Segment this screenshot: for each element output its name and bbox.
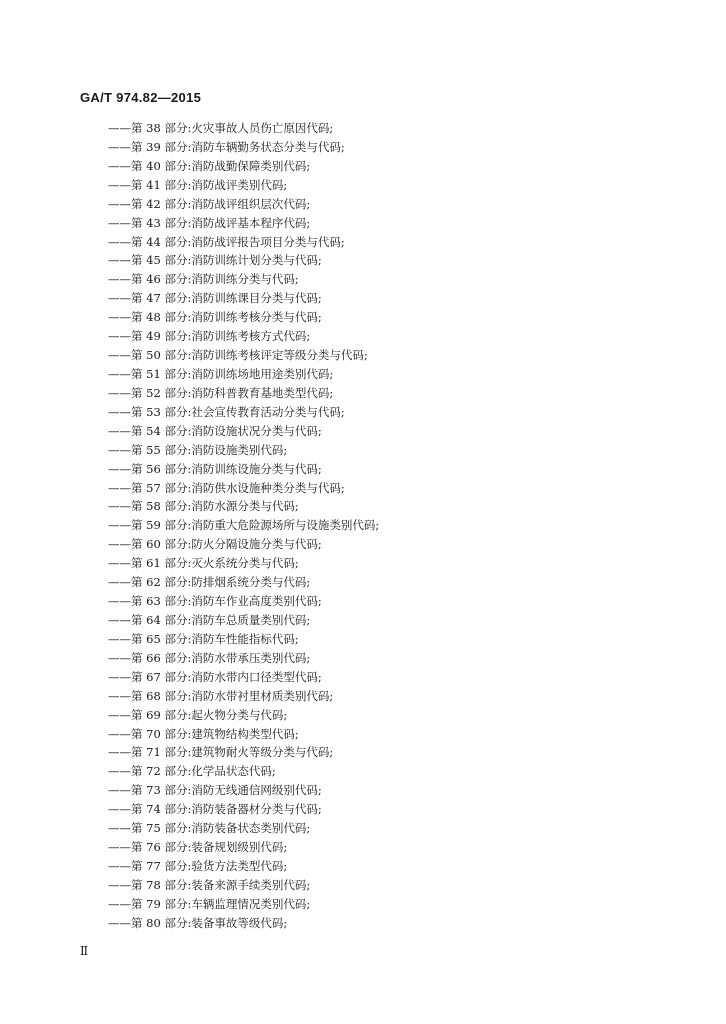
- part-list-item: ——第 58 部分:消防水源分类与代码;: [108, 499, 299, 514]
- part-list-item: ——第 55 部分:消防设施类别代码;: [108, 442, 288, 457]
- part-list-item: ——第 74 部分:消防装备器材分类与代码;: [108, 802, 322, 817]
- part-list-item: ——第 65 部分:消防车性能指标代码;: [108, 631, 299, 646]
- part-list-item: ——第 63 部分:消防车作业高度类别代码;: [108, 594, 322, 609]
- part-list-item: ——第 40 部分:消防战勤保障类别代码;: [108, 158, 311, 173]
- part-list-item: ——第 77 部分:验货方法类型代码;: [108, 858, 288, 873]
- part-list-item: ——第 52 部分:消防科普教育基地类型代码;: [108, 385, 334, 400]
- part-list-item: ——第 67 部分:消防水带内口径类型代码;: [108, 669, 322, 684]
- part-list-item: ——第 60 部分:防火分隔设施分类与代码;: [108, 537, 322, 552]
- part-list-item: ——第 61 部分:灭火系统分类与代码;: [108, 556, 299, 571]
- part-list-item: ——第 41 部分:消防战评类别代码;: [108, 177, 288, 192]
- part-list-item: ——第 64 部分:消防车总质量类别代码;: [108, 612, 311, 627]
- part-list-item: ——第 70 部分:建筑物结构类型代码;: [108, 726, 299, 741]
- part-list-item: ——第 68 部分:消防水带衬里材质类别代码;: [108, 688, 334, 703]
- part-list-item: ——第 79 部分:车辆监理情况类别代码;: [108, 896, 311, 911]
- part-list-item: ——第 72 部分:化学品状态代码;: [108, 764, 276, 779]
- page-number: Ⅱ: [80, 944, 89, 958]
- part-list-item: ——第 71 部分:建筑物耐火等级分类与代码;: [108, 745, 334, 760]
- part-list-item: ——第 54 部分:消防设施状况分类与代码;: [108, 423, 322, 438]
- part-list-item: ——第 39 部分:消防车辆勤务状态分类与代码;: [108, 139, 345, 154]
- part-list-item: ——第 56 部分:消防训练设施分类与代码;: [108, 461, 322, 476]
- part-list-item: ——第 73 部分:消防无线通信网级别代码;: [108, 783, 322, 798]
- part-list-item: ——第 62 部分:防排烟系统分类与代码;: [108, 575, 311, 590]
- part-list-item: ——第 45 部分:消防训练计划分类与代码;: [108, 253, 322, 268]
- parts-list: [108, 119, 379, 933]
- part-list-item: ——第 66 部分:消防水带承压类别代码;: [108, 650, 311, 665]
- part-list-item: ——第 46 部分:消防训练分类与代码;: [108, 272, 299, 287]
- part-list-item: ——第 78 部分:装备来源手续类别代码;: [108, 877, 311, 892]
- part-list-item: ——第 51 部分:消防训练场地用途类别代码;: [108, 366, 334, 381]
- part-list-item: ——第 50 部分:消防训练考核评定等级分类与代码;: [108, 348, 368, 363]
- part-list-item: ——第 80 部分:装备事故等级代码;: [108, 915, 288, 930]
- part-list-item: ——第 43 部分:消防战评基本程序代码;: [108, 215, 311, 230]
- part-list-item: ——第 47 部分:消防训练课目分类与代码;: [108, 291, 322, 306]
- part-list-item: ——第 69 部分:起火物分类与代码;: [108, 707, 288, 722]
- part-list-item: ——第 49 部分:消防训练考核方式代码;: [108, 329, 311, 344]
- part-list-item: ——第 38 部分:火灾事故人员伤亡原因代码;: [108, 121, 334, 135]
- part-list-item: ——第 42 部分:消防战评组织层次代码;: [108, 196, 311, 211]
- part-list-item: ——第 53 部分:社会宣传教育活动分类与代码;: [108, 404, 345, 419]
- part-list-item: ——第 48 部分:消防训练考核分类与代码;: [108, 310, 322, 325]
- document-code-header: GA/T 974.82—2015: [80, 90, 202, 105]
- part-list-item: ——第 76 部分:装备规划级别代码;: [108, 840, 288, 855]
- part-list-item: ——第 75 部分:消防装备状态类别代码;: [108, 821, 311, 836]
- part-list-item: ——第 59 部分:消防重大危险源场所与设施类别代码;: [108, 518, 380, 533]
- part-list-item: ——第 44 部分:消防战评报告项目分类与代码;: [108, 234, 345, 249]
- part-list-item: ——第 57 部分:消防供水设施种类分类与代码;: [108, 480, 345, 495]
